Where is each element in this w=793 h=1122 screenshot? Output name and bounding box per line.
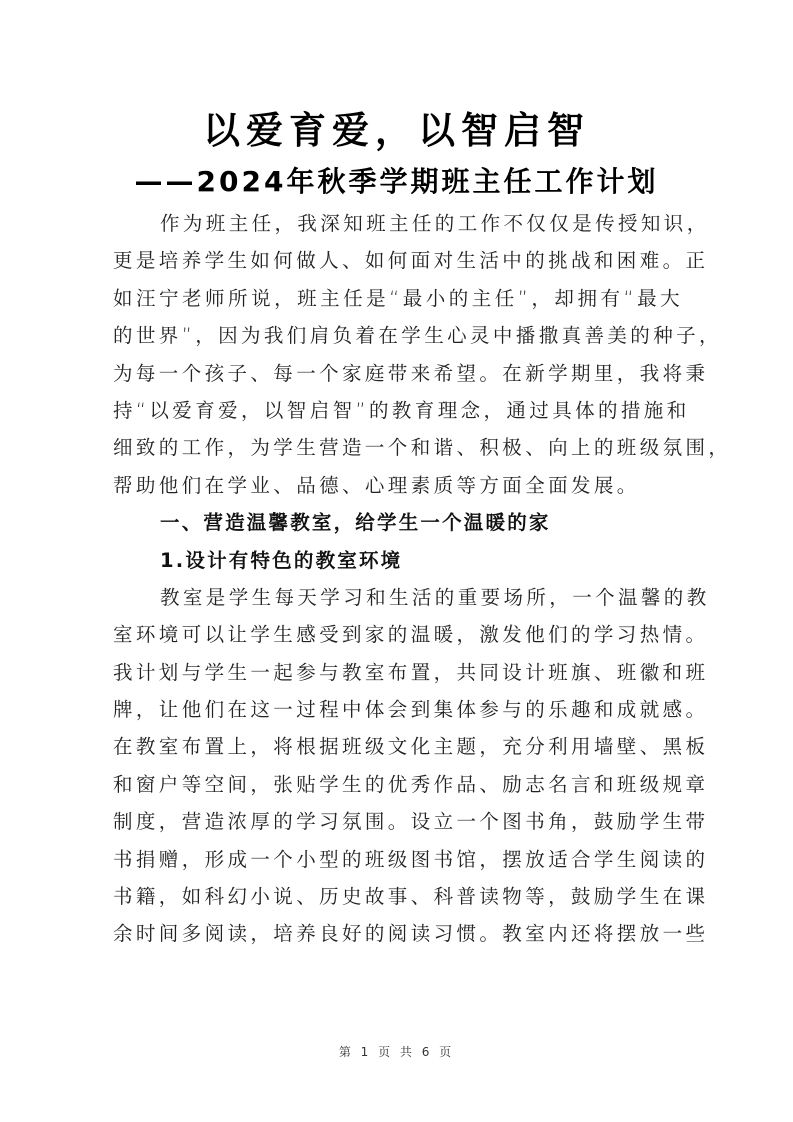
paragraph-line: 我计划与学生一起参与教室布置，共同设计班旗、班徽和班 — [113, 660, 709, 684]
paragraph-line: 如汪宁老师所说，班主任是“最小的主任”，却拥有“最大 — [113, 286, 683, 310]
document-subtitle: ——2024年秋季学期班主任工作计划 — [134, 165, 659, 198]
subsection-heading: 1.设计有特色的教室环境 — [160, 548, 403, 572]
section-heading: 一、营造温馨教室，给学生一个温暖的家 — [160, 511, 551, 535]
paragraph-line: 牌，让他们在这一过程中体会到集体参与的乐趣和成就感。 — [113, 698, 709, 722]
paragraph-line: 和窗户等空间，张贴学生的优秀作品、励志名言和班级规章 — [113, 772, 709, 796]
paragraph-line: 作为班主任，我深知班主任的工作不仅仅是传授知识， — [160, 212, 710, 235]
document-body — [113, 205, 732, 953]
paragraph-line: 的世界”，因为我们肩负着在学生心灵中播撒真善美的种子， — [113, 324, 722, 348]
paragraph-line: 教室是学生每天学习和生活的重要场所，一个温馨的教 — [160, 585, 710, 609]
paragraph-line: 为每一个孩子、每一个家庭带来希望。在新学期里，我将秉 — [113, 361, 709, 385]
paragraph-line: 在教室布置上，将根据班级文化主题，充分利用墙壁、黑板 — [113, 735, 709, 759]
paragraph-line: 书捐赠，形成一个小型的班级图书馆，摆放适合学生阅读的 — [113, 847, 709, 871]
paragraph-line: 更是培养学生如何做人、如何面对生活中的挑战和困难。正 — [113, 249, 709, 273]
paragraph-line: 帮助他们在学业、品德、心理素质等方面全面发展。 — [113, 473, 640, 497]
paragraph-line: 书籍，如科幻小说、历史故事、科普读物等，鼓励学生在课 — [113, 885, 709, 909]
page-number-footer: 第 1 页 共 6 页 — [338, 1045, 455, 1059]
paragraph-line: 制度，营造浓厚的学习氛围。设立一个图书角，鼓励学生带 — [113, 810, 709, 834]
document-title: 以爱育爱，以智启智 — [203, 108, 590, 152]
paragraph-line: 余时间多阅读，培养良好的阅读习惯。教室内还将摆放一些 — [113, 922, 709, 946]
paragraph-line: 细致的工作，为学生营造一个和谐、积极、向上的班级氛围， — [113, 436, 732, 460]
paragraph-line: 室环境可以让学生感受到家的温暖，激发他们的学习热情。 — [113, 623, 709, 647]
paragraph-line: 持“以爱育爱，以智启智”的教育理念，通过具体的措施和 — [113, 398, 690, 422]
